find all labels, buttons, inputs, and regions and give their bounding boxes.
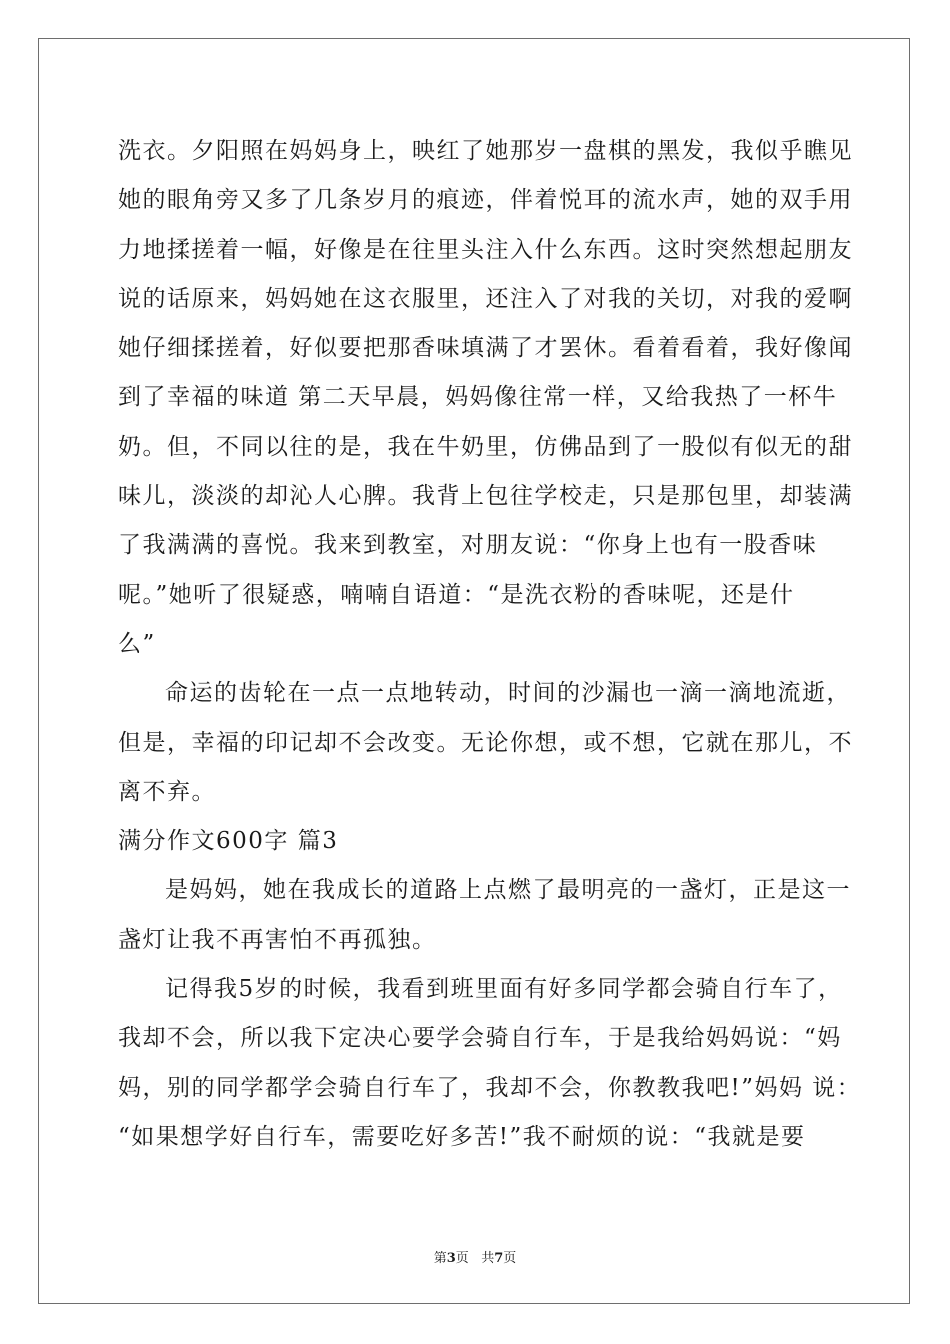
text-line: 盏灯让我不再害怕不再孤独。 [118, 926, 437, 953]
paragraph-start-line: 记得我5岁的时候，我看到班里面有好多同学都会骑自行车了， [165, 976, 843, 1003]
text-line: 么” [118, 630, 156, 657]
text-line: 味儿，淡淡的却沁人心脾。我背上包往学校走，只是那包里，却装满 [118, 483, 853, 510]
page-footer [0, 1247, 950, 1266]
section-heading: 满分作文600字 篇3 [118, 828, 339, 855]
text-line: 说的话原来，妈妈她在这衣服里，还注入了对我的关切，对我的爱啊 [118, 285, 853, 312]
footer-total-suffix: 页 [503, 1251, 517, 1266]
text-line: 洗衣。夕阳照在妈妈身上，映红了她那岁一盘棋的黑发，我似乎瞧见 [118, 138, 853, 164]
text-line: 但是，幸福的印记却不会改变。无论你想，或不想，它就在那儿，不 [118, 729, 853, 756]
text-line: 离不弃。 [118, 778, 216, 805]
footer-total-pages: 7 [494, 1251, 504, 1266]
text-line: 了我满满的喜悦。我来到教室，对朋友说：“你身上也有一股香味 [118, 532, 818, 559]
document-body [118, 127, 862, 1162]
text-line: “如果想学好自行车，需要吃好多苦!”我不耐烦的说：“我就是要 [118, 1123, 806, 1150]
footer-page-prefix: 第 [433, 1251, 447, 1266]
footer-current-page: 3 [446, 1251, 456, 1266]
text-line: 她仔细揉搓着，好似要把那香味填满了才罢休。看着看着，我好像闻 [118, 335, 853, 362]
text-line: 我却不会，所以我下定决心要学会骑自行车，于是我给妈妈说：“妈 [118, 1025, 842, 1052]
text-line: 奶。但，不同以往的是，我在牛奶里，仿佛品到了一股似有似无的甜 [118, 433, 853, 460]
text-line: 妈，别的同学都学会骑自行车了，我却不会，你教教我吧!”妈妈 说： [118, 1074, 862, 1101]
footer-total-prefix: 共 [481, 1251, 495, 1266]
paragraph-start-line: 是妈妈，她在我成长的道路上点燃了最明亮的一盏灯，正是这一 [165, 877, 851, 904]
text-line: 力地揉搓着一幅，好像是在往里头注入什么东西。这时突然想起朋友 [118, 236, 853, 263]
paragraph-start-line: 命运的齿轮在一点一点地转动，时间的沙漏也一滴一滴地流逝， [165, 680, 851, 707]
text-line: 到了幸福的味道 第二天早晨，妈妈像往常一样，又给我热了一杯牛 [118, 384, 838, 411]
text-line: 她的眼角旁又多了几条岁月的痕迹，伴着悦耳的流水声，她的双手用 [118, 187, 853, 214]
footer-page-word: 页 [455, 1251, 469, 1266]
text-line: 呢。”她听了很疑惑，喃喃自语道：“是洗衣粉的香味呢，还是什 [118, 581, 795, 608]
